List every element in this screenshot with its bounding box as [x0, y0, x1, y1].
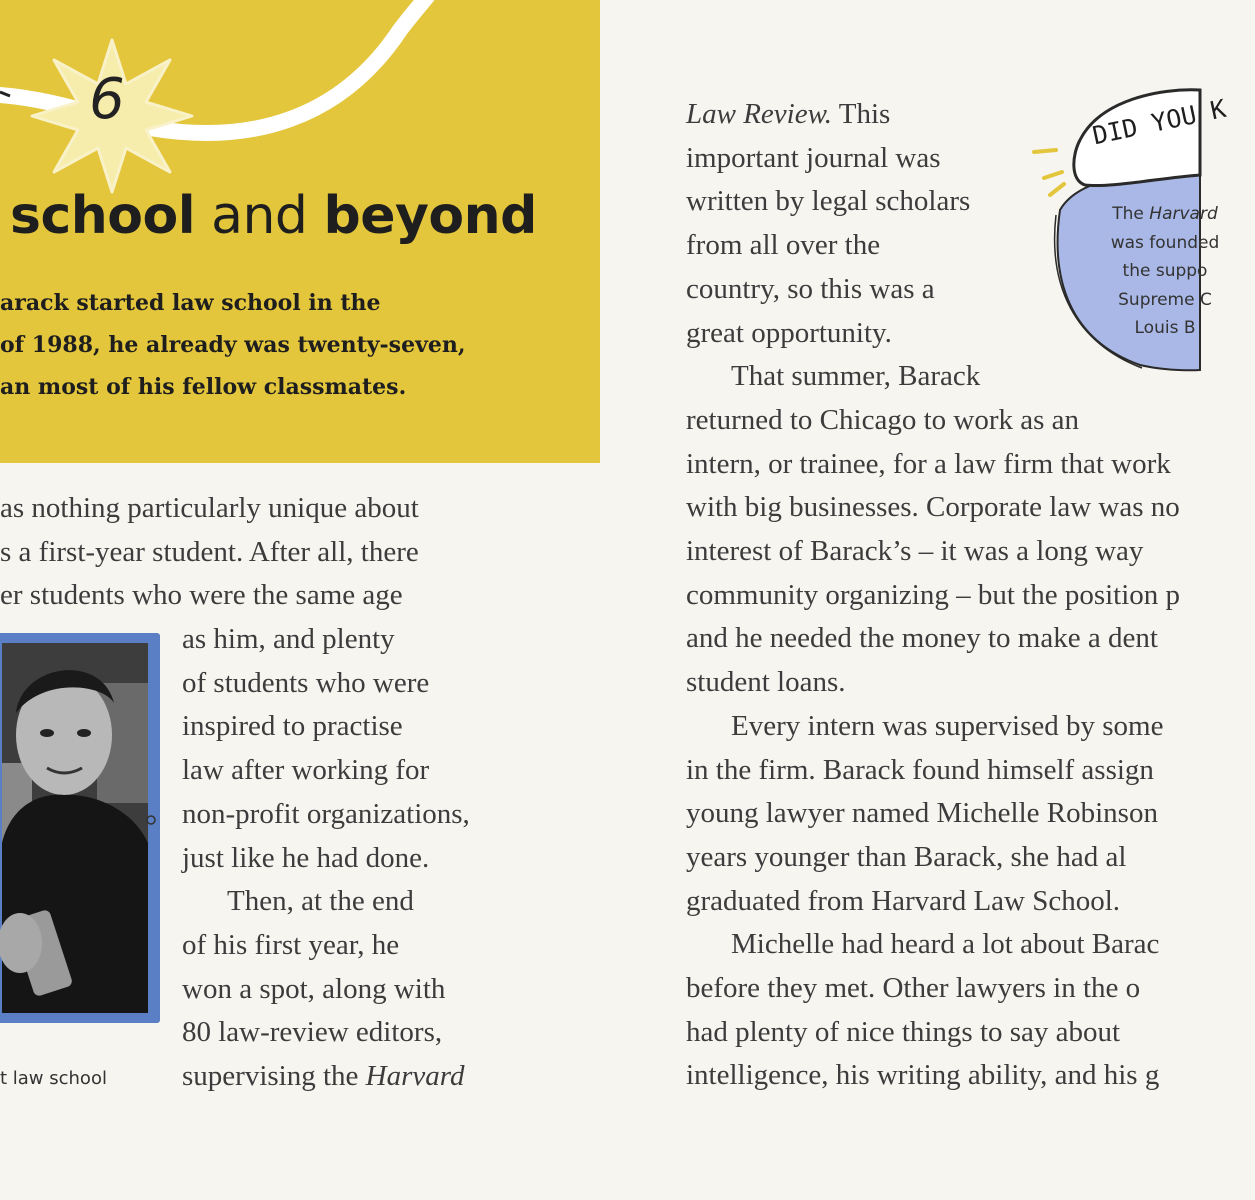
chapter-title — [10, 186, 537, 246]
text-line: law after working for — [182, 754, 430, 787]
intro-line: of 1988, he already was twenty-seven, — [0, 332, 466, 358]
text-line: important journal was — [686, 141, 941, 174]
text-line: s a first-year student. After all, there — [0, 535, 419, 568]
photo-frame — [0, 633, 160, 1023]
text-line: Every intern was supervised by some — [731, 709, 1164, 742]
italic-text: Harvard — [365, 1060, 465, 1093]
text-line: as nothing particularly unique about — [0, 492, 419, 524]
text-run: This — [832, 98, 891, 130]
text-line: of students who were — [182, 666, 430, 699]
left-paragraph-top — [0, 487, 419, 618]
chapter-number: 6 — [89, 67, 125, 132]
text-line: That summer, Barack — [731, 360, 981, 393]
chapter-intro — [0, 282, 600, 408]
portrait-image — [2, 643, 148, 1013]
text-line: intern, or trainee, for a law firm that work — [686, 447, 1171, 480]
text-line: in the firm. Barack found himself assign — [686, 753, 1154, 786]
text-line: of his first year, he — [182, 928, 400, 961]
italic-text: Law Review. — [686, 98, 833, 130]
text-line: young lawyer named Michelle Robinson — [686, 797, 1158, 830]
left-paragraph-column — [182, 618, 470, 1099]
text-line: student loans. — [686, 666, 846, 699]
intro-line: an most of his fellow classmates. — [0, 374, 407, 400]
chapter-title-word: and — [211, 186, 308, 246]
text-line: graduated from Harvard Law School. — [686, 884, 1121, 917]
chapter-title-word: beyond — [323, 186, 537, 246]
text-line: before they met. Other lawyers in the o — [686, 972, 1141, 1005]
text-line: Michelle had heard a lot about Barac — [731, 928, 1160, 961]
text-line: returned to Chicago to work as an — [686, 403, 1080, 436]
text-line: and he needed the money to make a dent — [686, 622, 1158, 655]
text-line: with big businesses. Corporate law was no — [686, 491, 1180, 524]
photo-caption: t law school — [0, 1068, 107, 1089]
italic-text: Harvard — [1149, 204, 1218, 224]
text-line: had plenty of nice things to say about — [686, 1015, 1121, 1048]
text-run: The — [1112, 204, 1150, 224]
did-you-know-title: DID YOU K — [1090, 93, 1229, 151]
barack-photo — [2, 643, 148, 1013]
chapter-title-word: school — [10, 186, 196, 246]
intro-line: arack started law school in the — [0, 290, 381, 316]
text-line: the suppo — [1122, 261, 1208, 281]
text-line: Louis B — [1134, 318, 1196, 338]
text-line: intelligence, his writing ability, and his g — [686, 1059, 1160, 1092]
text-line: Then, at the end — [227, 885, 414, 918]
text-line: as him, and plenty — [182, 623, 395, 655]
text-run: supervising the — [182, 1060, 366, 1093]
text-line: great opportunity. — [686, 316, 892, 349]
text-line: Supreme C — [1118, 289, 1212, 310]
text-line: er students who were the same age — [0, 579, 403, 612]
text-line — [182, 1055, 470, 1099]
text-line: non-profit organizations, — [182, 797, 470, 830]
text-line: inspired to practise — [182, 710, 403, 743]
text-line: just like he had done. — [182, 841, 430, 874]
text-line — [1075, 200, 1255, 229]
text-line: country, so this was a — [686, 272, 935, 305]
text-line: years younger than Barack, she had al — [686, 840, 1127, 873]
text-line: community organizing – but the position p — [686, 578, 1181, 611]
chapter-header-panel — [0, 0, 600, 463]
text-line: interest of Barack’s – it was a long way — [686, 535, 1144, 568]
did-you-know-text — [1075, 200, 1255, 343]
frame-pin-icon — [144, 813, 158, 827]
text-line: from all over the — [686, 229, 881, 262]
text-line: written by legal scholars — [686, 185, 971, 218]
text-line: 80 law-review editors, — [182, 1016, 443, 1049]
text-line: was founded — [1110, 232, 1220, 253]
text-line: won a spot, along with — [182, 972, 446, 1005]
